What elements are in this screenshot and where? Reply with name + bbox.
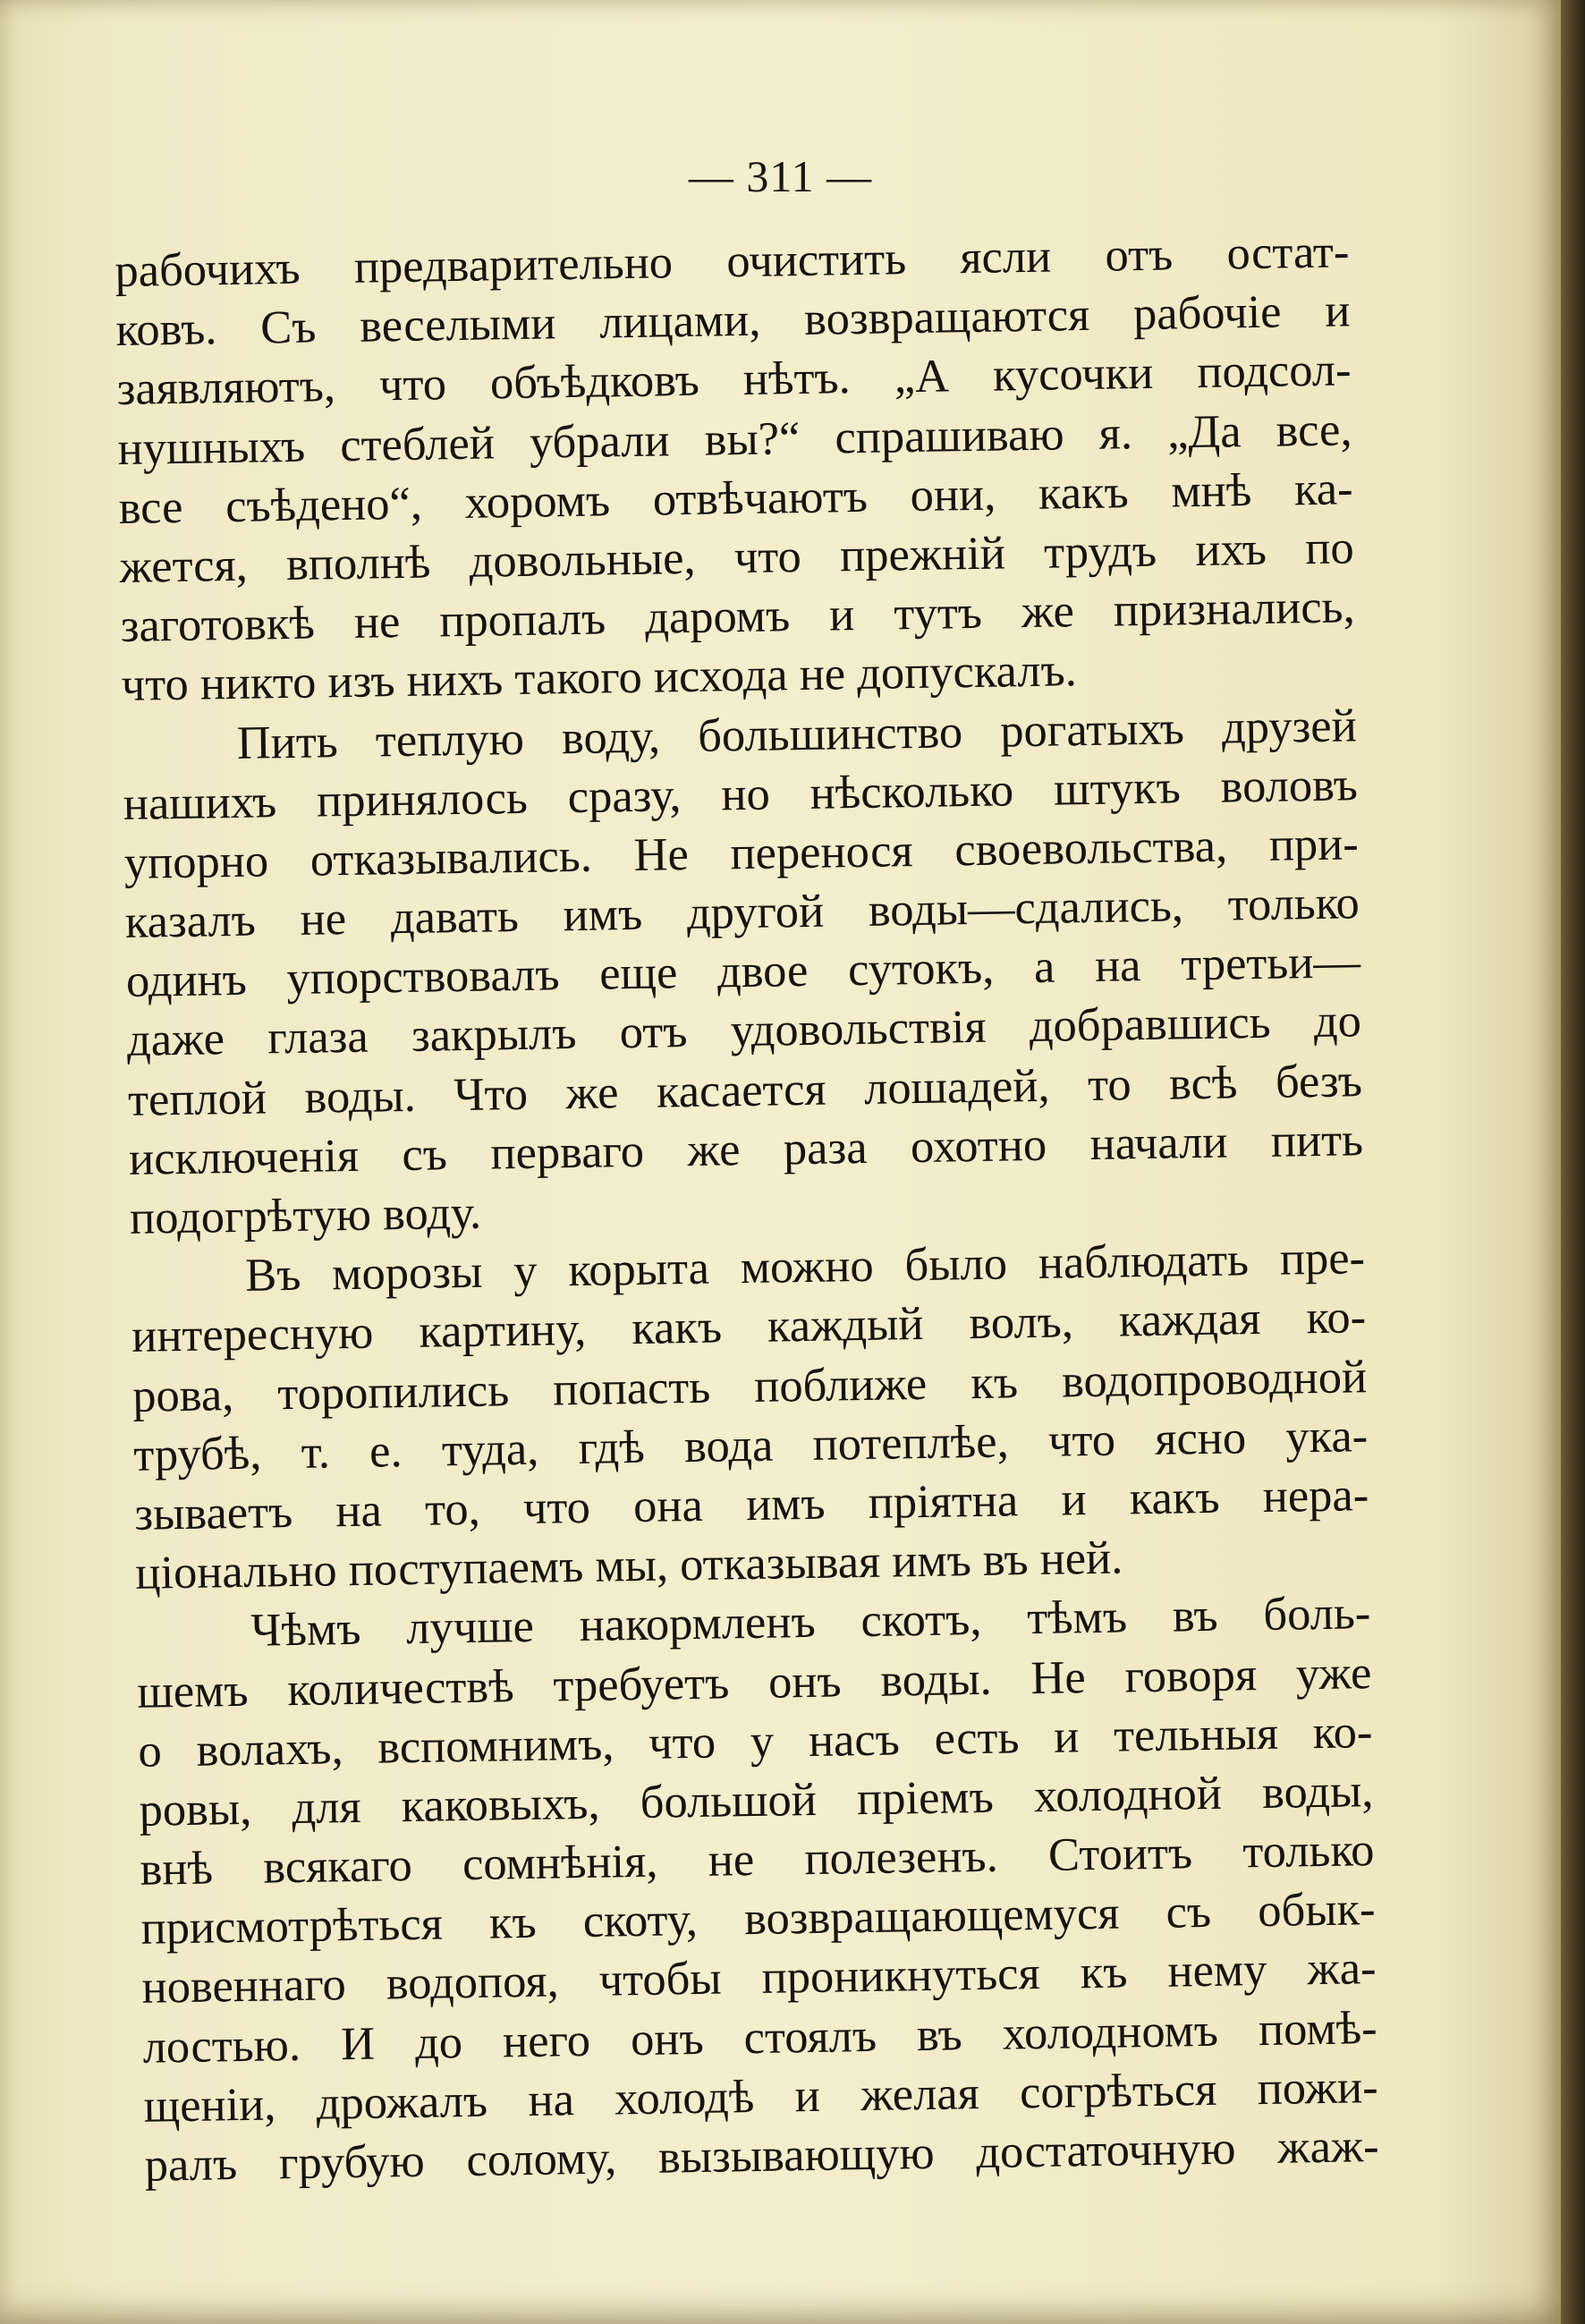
text-line: Чѣмъ лучше накормленъ скотъ, тѣмъ въ боль- <box>250 1587 1371 1658</box>
text-line: исключенія съ перваго же раза охотно начали пить <box>128 1114 1364 1185</box>
text-line: подогрѣтую воду. <box>129 1186 482 1244</box>
text-line: о волахъ, вспомнимъ, что у насъ есть и тельныя ко- <box>138 1705 1373 1777</box>
text-line: ровы, для каковыхъ, большой пріемъ холодной воды, <box>139 1764 1374 1836</box>
text-line: казалъ не давать имъ другой воды—сдались, только <box>124 877 1360 948</box>
text-line: рабочихъ предварительно очистить ясли отъ остат- <box>114 225 1350 297</box>
text-line: Пить теплую воду, большинство рогатыхъ друзей <box>236 699 1358 769</box>
text-line: даже глаза закрылъ отъ удовольствія добравшись до <box>126 995 1362 1067</box>
page-number: — 311 — <box>688 151 873 201</box>
text-line: нушныхъ стеблей убрали вы?“ спрашиваю я. „Да все, <box>117 403 1352 475</box>
text-line: шемъ количествѣ требуетъ онъ воды. Не говоря уже <box>137 1646 1372 1718</box>
text-line: внѣ всякаго сомнѣнія, не полезенъ. Стоитъ только <box>140 1824 1375 1896</box>
text-line: ралъ грубую солому, вызывающую достаточную жаж- <box>144 2120 1380 2192</box>
text-line: что никто изъ нихъ такого исхода не допускалъ. <box>121 644 1078 712</box>
text-line: Въ морозы у корыта можно было наблюдать пре- <box>244 1232 1366 1302</box>
text-line: одинъ упорствовалъ еще двое сутокъ, а на третьи— <box>125 936 1361 1008</box>
text-line: теплой воды. Что же касается лошадей, то всѣ безъ <box>127 1054 1363 1126</box>
text-line: нашихъ принялось сразу, но нѣсколько штукъ воловъ <box>123 758 1359 830</box>
text-line: лостью. И до него онъ стоялъ въ холодномъ помѣ- <box>142 2001 1377 2074</box>
text-line: интересную картину, какъ каждый волъ, каждая ко- <box>131 1291 1367 1363</box>
page-edge-shadow <box>1561 0 1585 2324</box>
text-line: зываетъ на то, что она имъ пріятна и какъ нера- <box>133 1469 1369 1540</box>
text-line: рова, торопились попасть поближе къ водопроводной <box>131 1350 1368 1422</box>
text-line: ціонально поступаемъ мы, отказывая имъ въ ней. <box>134 1531 1123 1599</box>
text-line: новеннаго водопоя, чтобы проникнуться къ нему жа- <box>141 1942 1377 2014</box>
text-line: упорно отказывались. Не перенося своевольства, при- <box>123 818 1360 889</box>
text-line: трубѣ, т. е. туда, гдѣ вода потеплѣе, что ясно ука- <box>132 1409 1369 1481</box>
text-line: ковъ. Съ веселыми лицами, возвращаются рабочіе и <box>115 284 1351 357</box>
page-body-text <box>114 222 1379 2195</box>
text-line: заявляютъ, что объѣдковъ нѣтъ. „А кусочки подсол- <box>116 344 1352 416</box>
text-line: жется, вполнѣ довольные, что прежній трудъ ихъ по <box>119 522 1355 593</box>
text-line: присмотрѣться къ скоту, возвращающемуся съ обык- <box>140 1883 1376 1955</box>
text-line: щеніи, дрожалъ на холодѣ и желая согрѣться пожи- <box>143 2060 1379 2133</box>
text-line: заготовкѣ не пропалъ даромъ и тутъ же признались, <box>120 581 1356 653</box>
text-line: все съѣдено“, хоромъ отвѣчаютъ они, какъ мнѣ ка- <box>118 462 1353 534</box>
